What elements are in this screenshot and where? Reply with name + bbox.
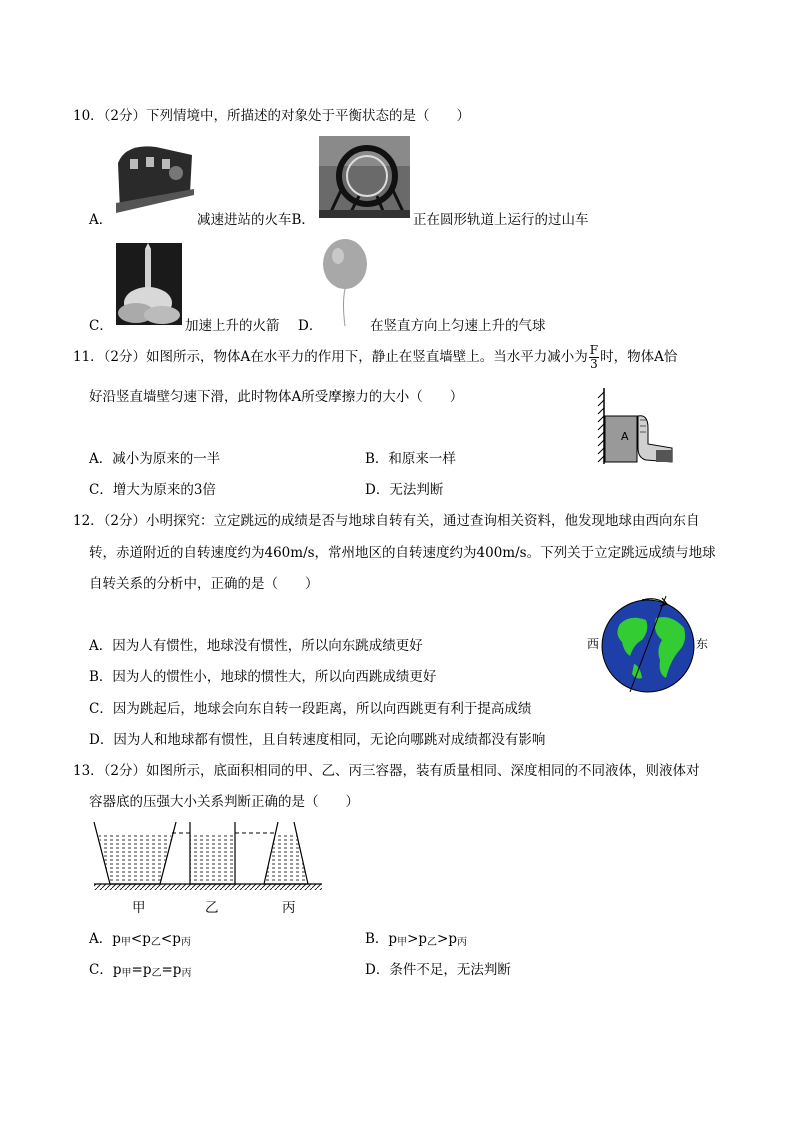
q11-option-a: A．减小为原来的一半 bbox=[89, 451, 221, 467]
greater-than: > bbox=[407, 931, 419, 947]
q11-option-b: B．和原来一样 bbox=[365, 451, 456, 467]
q10-option-d-text: 在竖直方向上匀速上升的气球 bbox=[370, 318, 546, 334]
p-symbol: p bbox=[112, 931, 121, 947]
subscript-jia: 甲 bbox=[120, 937, 131, 948]
container-label-yi: 乙 bbox=[205, 900, 219, 916]
q12-stem-line2: 转，赤道附近的自转速度约为460m/s，常州地区的自转速度约为400m/s。下列关于立定跳远成绩与地球 bbox=[89, 545, 716, 561]
p-symbol: p bbox=[172, 931, 181, 947]
q10-option-b-text: 正在圆形轨道上运行的过山车 bbox=[413, 212, 589, 228]
subscript-yi: 乙 bbox=[151, 968, 162, 979]
q10-option-c-letter: C． bbox=[89, 318, 113, 334]
q11-stem-line2: 好沿竖直墙壁匀速下滑，此时物体A所受摩擦力的大小（ ） bbox=[89, 389, 464, 405]
container-label-jia: 甲 bbox=[132, 900, 146, 916]
q13-stem-line2: 容器底的压强大小关系判断正确的是（ ） bbox=[89, 794, 359, 810]
p-symbol: p bbox=[388, 931, 398, 947]
globe-figure bbox=[600, 594, 696, 694]
q11-fraction bbox=[589, 344, 599, 371]
less-than: < bbox=[160, 931, 173, 947]
q12-stem-line3: 自转关系的分析中，正确的是（ ） bbox=[89, 576, 319, 592]
p-symbol: p bbox=[142, 931, 151, 947]
q12-option-a: A．因为人有惯性，地球没有惯性，所以向东跳成绩更好 bbox=[89, 638, 423, 654]
train-image bbox=[116, 133, 194, 215]
q10-option-c-text: 加速上升的火箭 bbox=[185, 318, 280, 334]
subscript-bing: 丙 bbox=[457, 937, 468, 948]
q13-stem-line1: 13．（2分）如图所示，底面积相同的甲、乙、丙三容器，装有质量相同、深度相同的不同液体，则液体对 bbox=[73, 763, 700, 779]
p-symbol: p bbox=[112, 962, 122, 978]
p-symbol: p bbox=[142, 962, 152, 978]
q12-option-b: B．因为人的惯性小，地球的惯性大，所以向西跳成绩更好 bbox=[89, 669, 437, 685]
q13-option-b-letter: B． bbox=[365, 931, 389, 947]
q12-stem-line1: 12．（2分）小明探究：立定跳远的成绩是否与地球自转有关，通过查询相关资料，他发现地球由西向东自 bbox=[73, 513, 700, 529]
q13-option-a-letter: A． bbox=[89, 931, 113, 947]
p-symbol: p bbox=[448, 931, 458, 947]
q11-stem-pre: 11．（2分）如图所示，物体A在水平力的作用下，静止在竖直墙壁上。当水平力减小为 bbox=[73, 349, 588, 365]
balloon-image bbox=[320, 238, 370, 328]
p-symbol: p bbox=[172, 962, 182, 978]
q10-option-a-text: 减速进站的火车B． bbox=[197, 212, 315, 228]
q10-stem: 10．（2分）下列情境中，所描述的对象处于平衡状态的是（ ） bbox=[73, 108, 471, 124]
q12-option-c: C．因为跳起后，地球会向东自转一段距离，所以向西跳更有利于提高成绩 bbox=[89, 701, 532, 717]
q11-stem-post: 时，物体A恰 bbox=[600, 349, 678, 365]
q13-option-b bbox=[365, 927, 467, 948]
p-symbol: p bbox=[418, 931, 428, 947]
subscript-yi: 乙 bbox=[427, 937, 438, 948]
q13-option-d: D．条件不足，无法判断 bbox=[365, 962, 511, 978]
less-than: < bbox=[130, 931, 143, 947]
q10-option-a-letter: A． bbox=[89, 212, 113, 228]
west-label: 西 bbox=[587, 637, 600, 651]
q11-option-c: C．增大为原来的3倍 bbox=[89, 482, 216, 498]
q11-fraction-denominator: 3 bbox=[590, 357, 598, 371]
wall-block-figure bbox=[596, 388, 674, 464]
subscript-bing: 丙 bbox=[181, 968, 192, 979]
q11-option-d: D．无法判断 bbox=[365, 482, 444, 498]
subscript-jia: 甲 bbox=[397, 937, 408, 948]
q13-option-a bbox=[89, 927, 191, 948]
rocket-image bbox=[116, 243, 182, 325]
q10-option-d-letter: D． bbox=[298, 318, 323, 334]
roller-coaster-image bbox=[319, 136, 410, 218]
greater-than: > bbox=[437, 931, 449, 947]
subscript-jia: 甲 bbox=[121, 968, 132, 979]
subscript-yi: 乙 bbox=[150, 937, 161, 948]
q11-stem-line1 bbox=[73, 344, 677, 371]
q13-option-c bbox=[89, 958, 191, 979]
q11-figure-label: A bbox=[621, 430, 629, 443]
equals: = bbox=[131, 962, 143, 978]
containers-figure bbox=[92, 818, 324, 894]
east-label: 东 bbox=[696, 637, 709, 651]
q13-option-c-letter: C． bbox=[89, 962, 113, 978]
subscript-bing: 丙 bbox=[180, 937, 191, 948]
q12-option-d: D．因为人和地球都有惯性，且自转速度相同，无论向哪跳对成绩都没有影响 bbox=[89, 732, 546, 748]
q11-fraction-numerator: F bbox=[589, 343, 599, 357]
equals: = bbox=[161, 962, 173, 978]
container-label-bing: 丙 bbox=[282, 900, 296, 916]
